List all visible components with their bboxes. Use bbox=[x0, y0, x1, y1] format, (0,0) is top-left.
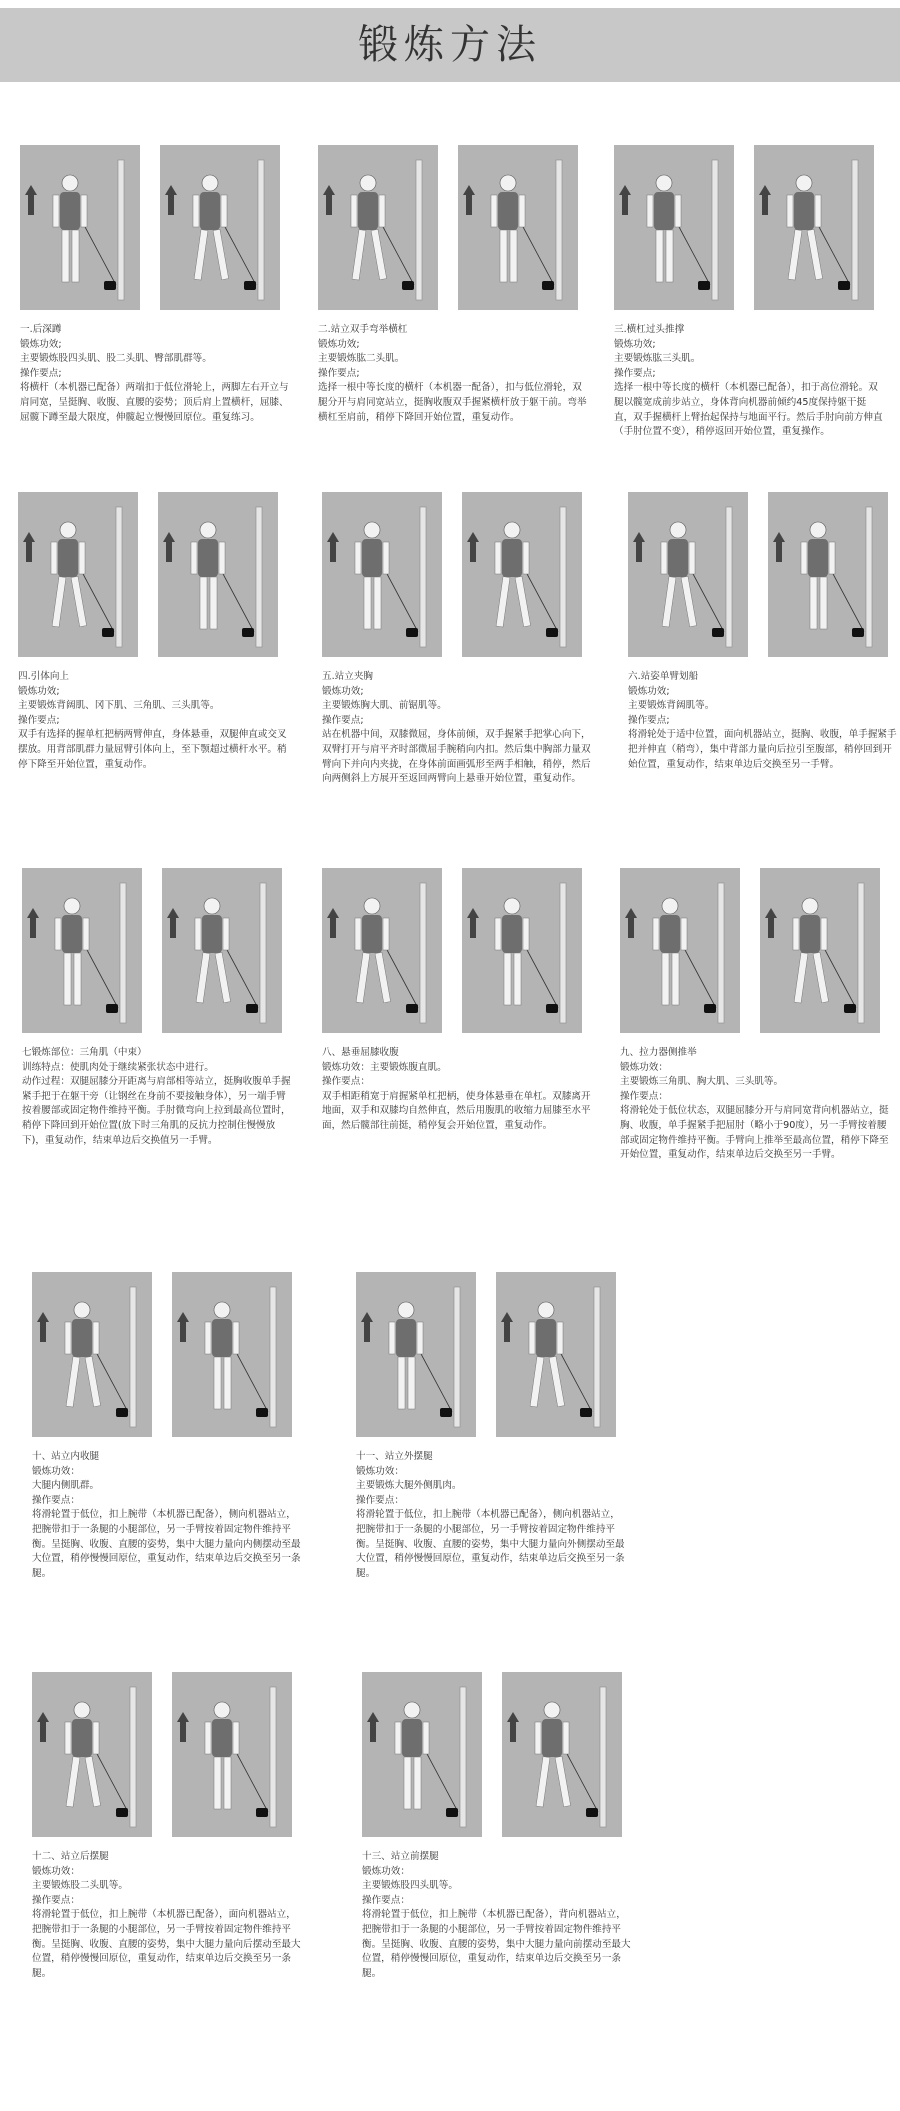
exercise-illustration bbox=[158, 492, 278, 657]
points-label: 操作要点; bbox=[628, 714, 670, 726]
points-label: 操作要点; bbox=[18, 714, 60, 726]
exercise-name: 五.站立夹胸 bbox=[322, 671, 374, 682]
exercise-description bbox=[620, 1046, 890, 1163]
exercise-illustration bbox=[754, 145, 874, 310]
effect-text: 主要锻炼大腿外侧肌肉。 bbox=[356, 1480, 462, 1492]
exercise-illustration bbox=[502, 1672, 622, 1837]
exercise-illustration bbox=[318, 145, 438, 310]
points-label: 动作过程：双腿屈膝分开距离与肩部相等站立，挺胸收腹单手握紧手把于在躯干旁（让钢丝在身前不要接触身体），另一端手臂按着腰部或固定物件维持平衡。手肘微弯向上拉到最高位置时，稍停下降回到开始位置(放下时三角肌的反抗力控制住慢慢放下)，重复动作，结束单边后交换值另一手臂。 bbox=[22, 1076, 291, 1146]
exercise-illustration bbox=[162, 868, 282, 1033]
exercise-description bbox=[628, 670, 898, 772]
exercise-illustration bbox=[172, 1272, 292, 1437]
effect-label: 锻炼功效; bbox=[614, 338, 656, 350]
points-text: 站在机器中间，双膝微屈，身体前倾，双手握紧手把掌心向下，双臂打开与肩平齐时部微屈手腕稍向内扣。然后集中胸部力量双臂向下并向内夹拢，在身体前面画弧形至两手相触，稍停，然后向两侧斜上方展开至返回两臂向上悬垂开始位置，重复动作。 bbox=[322, 729, 591, 785]
exercise-illustration bbox=[322, 868, 442, 1033]
effect-text: 主要锻炼股四头肌等。 bbox=[362, 1880, 458, 1892]
exercise-description bbox=[356, 1450, 626, 1581]
exercise-illustration bbox=[614, 145, 734, 310]
exercise-illustration bbox=[462, 492, 582, 657]
exercise-description bbox=[362, 1850, 632, 1981]
exercise-illustration bbox=[160, 145, 280, 310]
points-label: 操作要点： bbox=[620, 1090, 668, 1102]
exercise-description bbox=[322, 670, 592, 787]
points-text: 将滑轮置于低位，扣上腕带（本机器已配备），侧向机器站立，把腕带扣于一条腿的小腿部位，另一手臂按着固定物件维持平衡。呈挺胸、收腹、直腰的姿势，集中大腿力量向外侧摆动至最大位置，稍停慢慢回原位，重复动作，结束单边后交换至另一条腿。 bbox=[356, 1509, 625, 1579]
effect-label: 锻炼功效; bbox=[628, 685, 670, 697]
points-label: 操作要点; bbox=[614, 367, 656, 379]
exercise-illustration bbox=[462, 868, 582, 1033]
effect-label: 锻炼功效： bbox=[32, 1465, 80, 1477]
exercise-description bbox=[32, 1450, 302, 1581]
points-text: 双手有选择的握单杠把柄两臂伸直，身体悬垂，双腿伸直或交叉摆放。用背部肌群力量屈臂引体向上，至下颚超过横杆水平。稍停下降至开始位置，重复动作。 bbox=[18, 729, 287, 770]
exercise-description bbox=[18, 670, 288, 772]
effect-text: 主要锻炼背阔肌等。 bbox=[628, 700, 715, 712]
exercise-illustration bbox=[32, 1272, 152, 1437]
exercise-name: 十二、站立后摆腿 bbox=[32, 1851, 109, 1862]
exercise-name: 一.后深蹲 bbox=[20, 324, 62, 335]
points-label: 操作要点： bbox=[32, 1894, 80, 1906]
exercise-name: 十三、站立前摆腿 bbox=[362, 1851, 439, 1862]
effect-label: 锻炼功效： bbox=[356, 1465, 404, 1477]
points-text: 将滑轮置于低位，扣上腕带（本机器已配备），背向机器站立，把腕带扣于一条腿的小腿部位，另一手臂按着固定物件维持平衡。呈挺胸、收腹、直腰的姿势，集中大腿力量向前摆动至最大位置，稍停慢慢回原位，重复动作，结束单边后交换至另一条腿。 bbox=[362, 1909, 631, 1979]
points-text: 将滑轮置于低位，扣上腕带（本机器已配备），面向机器站立，把腕带扣于一条腿的小腿部位，另一手臂按着固定物件维持平衡。呈挺胸、收腹、直腰的姿势，集中大腿力量向后摆动至最大位置，稍停慢慢回原位，重复动作，结束单边后交换至另一条腿。 bbox=[32, 1909, 301, 1979]
exercise-description bbox=[614, 323, 884, 440]
exercise-illustration bbox=[18, 492, 138, 657]
exercise-name: 六.站姿单臂划船 bbox=[628, 671, 699, 682]
points-label: 操作要点： bbox=[362, 1894, 410, 1906]
exercise-description bbox=[318, 323, 588, 425]
exercise-illustration bbox=[768, 492, 888, 657]
exercise-description bbox=[22, 1046, 292, 1148]
page-title: 锻炼方法 bbox=[358, 22, 542, 68]
points-text: 选择一根中等长度的横杆（本机器已配备），扣于高位滑轮。双腿以髋宽成前步站立，身体背向机器前倾约45度保持躯干挺直，双手握横杆上臂抬起保持与地面平行。然后手肘向前方伸直（手肘位置不变），稍停返回开始位置，重复操作。 bbox=[614, 382, 883, 438]
exercise-name: 十一、站立外摆腿 bbox=[356, 1451, 433, 1462]
exercise-illustration bbox=[356, 1272, 476, 1437]
effect-label: 锻炼功效; bbox=[20, 338, 62, 350]
points-label: 操作要点; bbox=[322, 714, 364, 726]
exercise-name: 九、拉力器侧推举 bbox=[620, 1047, 697, 1058]
points-label: 操作要点： bbox=[32, 1494, 80, 1506]
exercise-name: 十、站立内收腿 bbox=[32, 1451, 100, 1462]
effect-text: 大腿内侧肌群。 bbox=[32, 1480, 100, 1492]
effect-label: 锻炼功效：主要锻炼腹直肌。 bbox=[322, 1061, 447, 1073]
effect-text: 主要锻炼背阔肌、冈下肌、三角肌、三头肌等。 bbox=[18, 700, 220, 712]
points-text: 选择一根中等长度的横杆（本机器一配备），扣与低位滑轮，双腿分开与肩同宽站立，挺胸收腹双手握紧横杆放于躯干前。弯举横杠至肩前，稍停下降回开始位置，重复动作。 bbox=[318, 382, 587, 423]
exercise-description bbox=[322, 1046, 592, 1134]
exercise-description bbox=[20, 323, 290, 425]
exercise-name: 七锻炼部位：三角肌（中束） bbox=[22, 1047, 147, 1058]
points-label: 操作要点; bbox=[20, 367, 62, 379]
exercise-illustration bbox=[496, 1272, 616, 1437]
exercise-description bbox=[32, 1850, 302, 1981]
exercise-illustration bbox=[32, 1672, 152, 1837]
effect-text: 主要锻炼三角肌、胸大肌、三头肌等。 bbox=[620, 1076, 784, 1088]
points-text: 将滑轮处于低位状态，双腿屈膝分开与肩同宽背向机器站立，挺胸、收腹，单手握紧手把屈肘（略小于90度），另一手臂按着腰部或固定物件维持平衡。手臂向上推举至最高位置，稍停下降至开始位置，重复动作，结束单边后交换至另一手臂。 bbox=[620, 1105, 889, 1161]
exercise-name: 八、悬垂屈膝收腹 bbox=[322, 1047, 399, 1058]
points-text: 将滑轮置于低位，扣上腕带（本机器已配备），侧向机器站立，把腕带扣于一条腿的小腿部位，另一手臂按着固定物件维持平衡。呈挺胸、收腹、直腰的姿势，集中大腿力量向内侧摆动至最大位置，稍停慢慢回原位，重复动作，结束单边后交换至另一条腿。 bbox=[32, 1509, 301, 1579]
exercise-name: 三.横杠过头推撑 bbox=[614, 324, 685, 335]
points-text: 将横杆（本机器已配备）两端扣于低位滑轮上，两脚左右开立与肩同宽，呈挺胸、收腹、直腰的姿势；顶后肩上置横杆，屈膝、屈髋下蹲至最大限度，伸髋起立慢慢回原位。重复练习。 bbox=[20, 382, 289, 423]
points-label: 操作要点; bbox=[318, 367, 360, 379]
effect-text: 主要锻炼肱二头肌。 bbox=[318, 353, 405, 365]
effect-label: 锻炼功效; bbox=[318, 338, 360, 350]
exercise-illustration bbox=[628, 492, 748, 657]
exercise-illustration bbox=[620, 868, 740, 1033]
exercise-illustration bbox=[760, 868, 880, 1033]
effect-text: 主要锻炼胸大肌、前锯肌等。 bbox=[322, 700, 447, 712]
effect-label: 锻炼功效; bbox=[18, 685, 60, 697]
effect-label: 锻炼功效; bbox=[322, 685, 364, 697]
exercise-illustration bbox=[172, 1672, 292, 1837]
effect-label: 锻炼功效： bbox=[362, 1865, 410, 1877]
points-label: 操作要点： bbox=[322, 1076, 370, 1088]
exercise-name: 二.站立双手弯举横杠 bbox=[318, 324, 408, 335]
points-label: 操作要点： bbox=[356, 1494, 404, 1506]
effect-label: 锻炼功效： bbox=[32, 1865, 80, 1877]
effect-text: 主要锻炼股二头肌等。 bbox=[32, 1880, 128, 1892]
exercise-illustration bbox=[322, 492, 442, 657]
exercise-illustration bbox=[362, 1672, 482, 1837]
effect-text: 主要锻炼股四头肌、股二头肌、臀部肌群等。 bbox=[20, 353, 212, 365]
exercise-illustration bbox=[20, 145, 140, 310]
points-text: 双手相距稍宽于肩握紧单杠把柄，使身体悬垂在单杠。双膝离开地面，双手和双膝均自然伸直，然后用腹肌的收缩力屈膝至水平面，然后髋部往前挺，稍停复会开始位置，重复动作。 bbox=[322, 1090, 591, 1131]
effect-label: 锻炼功效： bbox=[620, 1061, 668, 1073]
effect-text: 主要锻炼肱三头肌。 bbox=[614, 353, 701, 365]
exercise-illustration bbox=[458, 145, 578, 310]
effect-label: 训练特点：使肌肉处于继续紧张状态中进行。 bbox=[22, 1061, 214, 1073]
exercise-illustration bbox=[22, 868, 142, 1033]
exercise-name: 四.引体向上 bbox=[18, 671, 70, 682]
points-text: 将滑轮处于适中位置，面向机器站立，挺胸、收腹，单手握紧手把并伸直（稍弯），集中背部力量向后拉引至腹部，稍停回到开始位置，重复动作，结束单边后交换至另一手臂。 bbox=[628, 729, 897, 770]
